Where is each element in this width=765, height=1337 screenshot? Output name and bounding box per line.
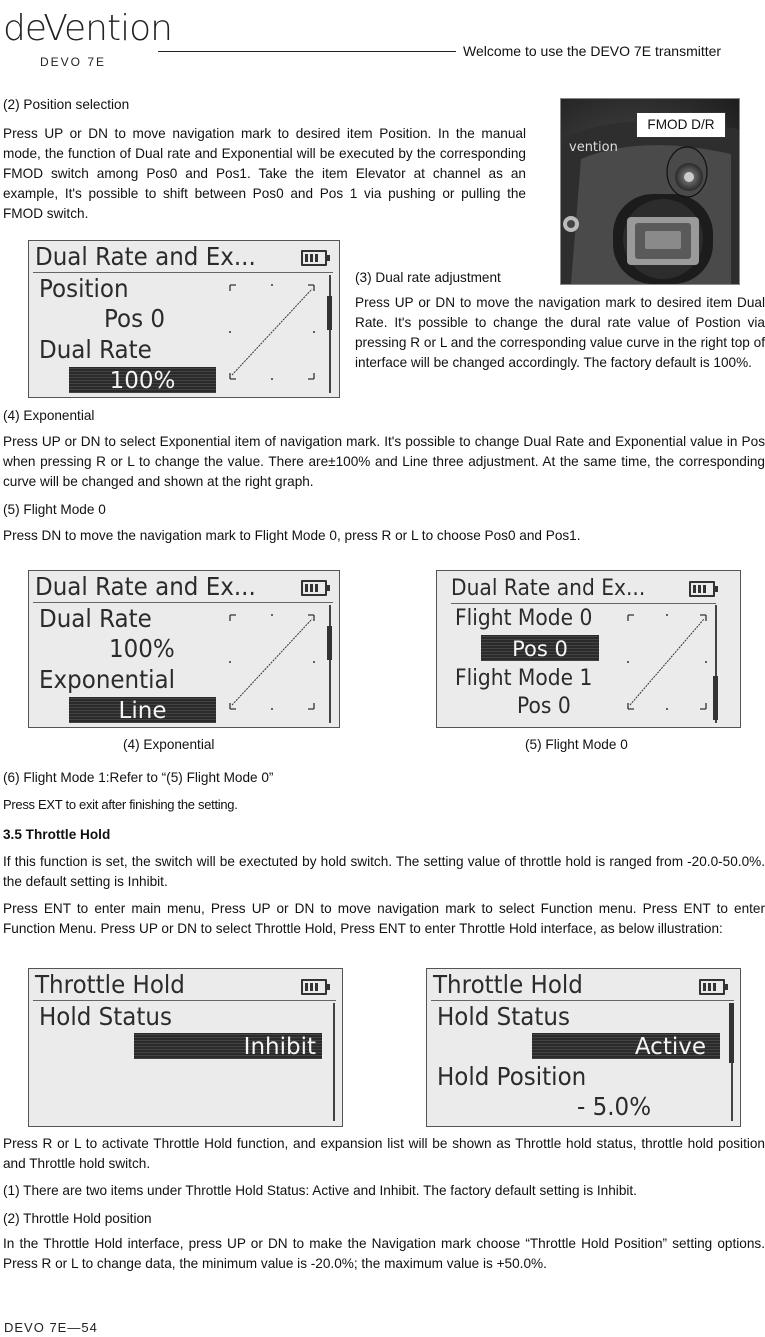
brand-logo: deVention	[3, 8, 172, 49]
battery-icon	[301, 250, 327, 266]
lcd-row-position: Position	[39, 274, 129, 303]
position-selection-heading: (2) Position selection	[3, 97, 130, 112]
lcd-selected-value: Active	[532, 1033, 720, 1059]
lcd-row-pos-value: Pos 0	[104, 304, 166, 333]
fmod-switch-highlight	[665, 134, 715, 199]
throttle-hold-position-text: In the Throttle Hold interface, press UP or DN to make the Navigation mark choose “Throttle Hold Position” setting options. Press R or L to change data, the minimum value is -20.0%; the maximum value is +50.0%.	[3, 1236, 765, 1271]
throttle-hold-text-1: If this function is set, the switch will be exectuted by hold switch. The setting value of throttle hold is ranged from -20.0-50.0%. the default setting is Inhibit.	[3, 854, 765, 889]
lcd-selected-value: Inhibit	[134, 1033, 322, 1059]
lcd-row-flight-mode-1: Flight Mode 1	[455, 666, 593, 691]
flight-mode-1-text: (6) Flight Mode 1:Refer to “(5) Flight Mode 0”	[3, 770, 274, 785]
lcd-row-flight-mode-0: Flight Mode 0	[455, 606, 593, 631]
dual-rate-text: Press UP or DN to move the navigation mark to desired item Dual Rate. It's possible to change the dural rate value of Postion via pressing R or L and the corresponding value curve in the right top of interface will be changed accordingly. The factory default is 100%.	[355, 295, 765, 370]
position-selection-text: Press UP or DN to move navigation mark to desired item Position. In the manual mode, the function of Dual rate and Exponential will be executed by the corresponding FMOD switch among Pos0 and Pos1. Take the item Elevator at channel as an example, It's possible to shift between Pos0 and Pos 1 via pushing or pulling the FMOD switch.	[3, 126, 526, 221]
lcd-row-dual-rate: Dual Rate	[39, 335, 152, 364]
lcd-throttle-hold-inhibit	[28, 968, 343, 1127]
caption-exponential: (4) Exponential	[123, 737, 215, 752]
curve-graph	[622, 609, 712, 719]
battery-icon	[699, 979, 725, 995]
lcd-selected-value: Line	[69, 697, 216, 723]
battery-icon	[301, 580, 327, 596]
curve-graph	[224, 609, 324, 721]
curve-graph	[224, 279, 324, 391]
battery-icon	[689, 581, 715, 597]
lcd-dual-rate-position	[28, 240, 340, 398]
lcd-flight-mode	[436, 570, 741, 728]
lcd-row-dual-rate-value: 100%	[109, 634, 175, 663]
lcd-row-hold-status: Hold Status	[39, 1002, 172, 1031]
throttle-hold-position-heading: (2) Throttle Hold position	[3, 1211, 152, 1226]
lcd-title: Throttle Hold	[35, 970, 185, 999]
fmod-label-callout: FMOD D/R	[636, 112, 726, 138]
flight-mode-0-heading: (5) Flight Mode 0	[3, 502, 106, 517]
lcd-title: Throttle Hold	[433, 970, 583, 999]
page-footer: DEVO 7E—54	[4, 1320, 98, 1335]
exit-text: Press EXT to exit after finishing the setting.	[3, 797, 238, 812]
lcd-hold-position-value: - 5.0%	[577, 1092, 652, 1121]
lcd-row-hold-position: Hold Position	[437, 1062, 587, 1091]
lcd-selected-value: Pos 0	[481, 635, 599, 661]
exponential-heading: (4) Exponential	[3, 408, 95, 423]
lcd-throttle-hold-active	[426, 968, 741, 1127]
throttle-hold-heading: 3.5 Throttle Hold	[3, 827, 111, 842]
svg-text:vention: vention	[569, 140, 618, 155]
dual-rate-heading: (3) Dual rate adjustment	[355, 270, 501, 285]
header-welcome: Welcome to use the DEVO 7E transmitter	[463, 43, 722, 59]
exponential-text: Press UP or DN to select Exponential item of navigation mark. It's possible to change Dual Rate and Exponential value in Pos when pressing R or L to change the value. There are±100% and Line three adjustment. At the same time, the corresponding curve will be changed and shown at the right graph.	[3, 434, 765, 489]
throttle-hold-text-3: Press R or L to activate Throttle Hold function, and expansion list will be shown as Throttle hold status, throttle hold position and Throttle hold switch.	[3, 1136, 765, 1171]
lcd-title: Dual Rate and Ex...	[35, 572, 256, 601]
flight-mode-0-text: Press DN to move the navigation mark to Flight Mode 0, press R or L to choose Pos0 and Pos1.	[3, 528, 581, 543]
caption-flight-mode-0: (5) Flight Mode 0	[525, 737, 628, 752]
throttle-hold-text-4: (1) There are two items under Throttle Hold Status: Active and Inhibit. The factory default setting is Inhibit.	[3, 1183, 637, 1198]
lcd-title: Dual Rate and Ex...	[451, 576, 646, 601]
lcd-exponential	[28, 570, 340, 728]
battery-icon	[301, 979, 327, 995]
brand-model: DEVO 7E	[40, 55, 107, 69]
lcd-row-hold-status: Hold Status	[437, 1002, 570, 1031]
lcd-selected-value: 100%	[69, 367, 216, 393]
lcd-row-exponential: Exponential	[39, 665, 176, 694]
throttle-hold-text-2: Press ENT to enter main menu, Press UP or DN to move navigation mark to select Function menu. Press ENT to enter Function Menu. Press UP or DN to select Throttle Hold, Press ENT to enter Throttle Hold interface, as below illustration:	[3, 901, 765, 936]
header-rule	[158, 51, 456, 52]
lcd-title: Dual Rate and Ex...	[35, 242, 256, 271]
lcd-row-pos-value: Pos 0	[517, 694, 571, 719]
lcd-row-dual-rate: Dual Rate	[39, 604, 152, 633]
